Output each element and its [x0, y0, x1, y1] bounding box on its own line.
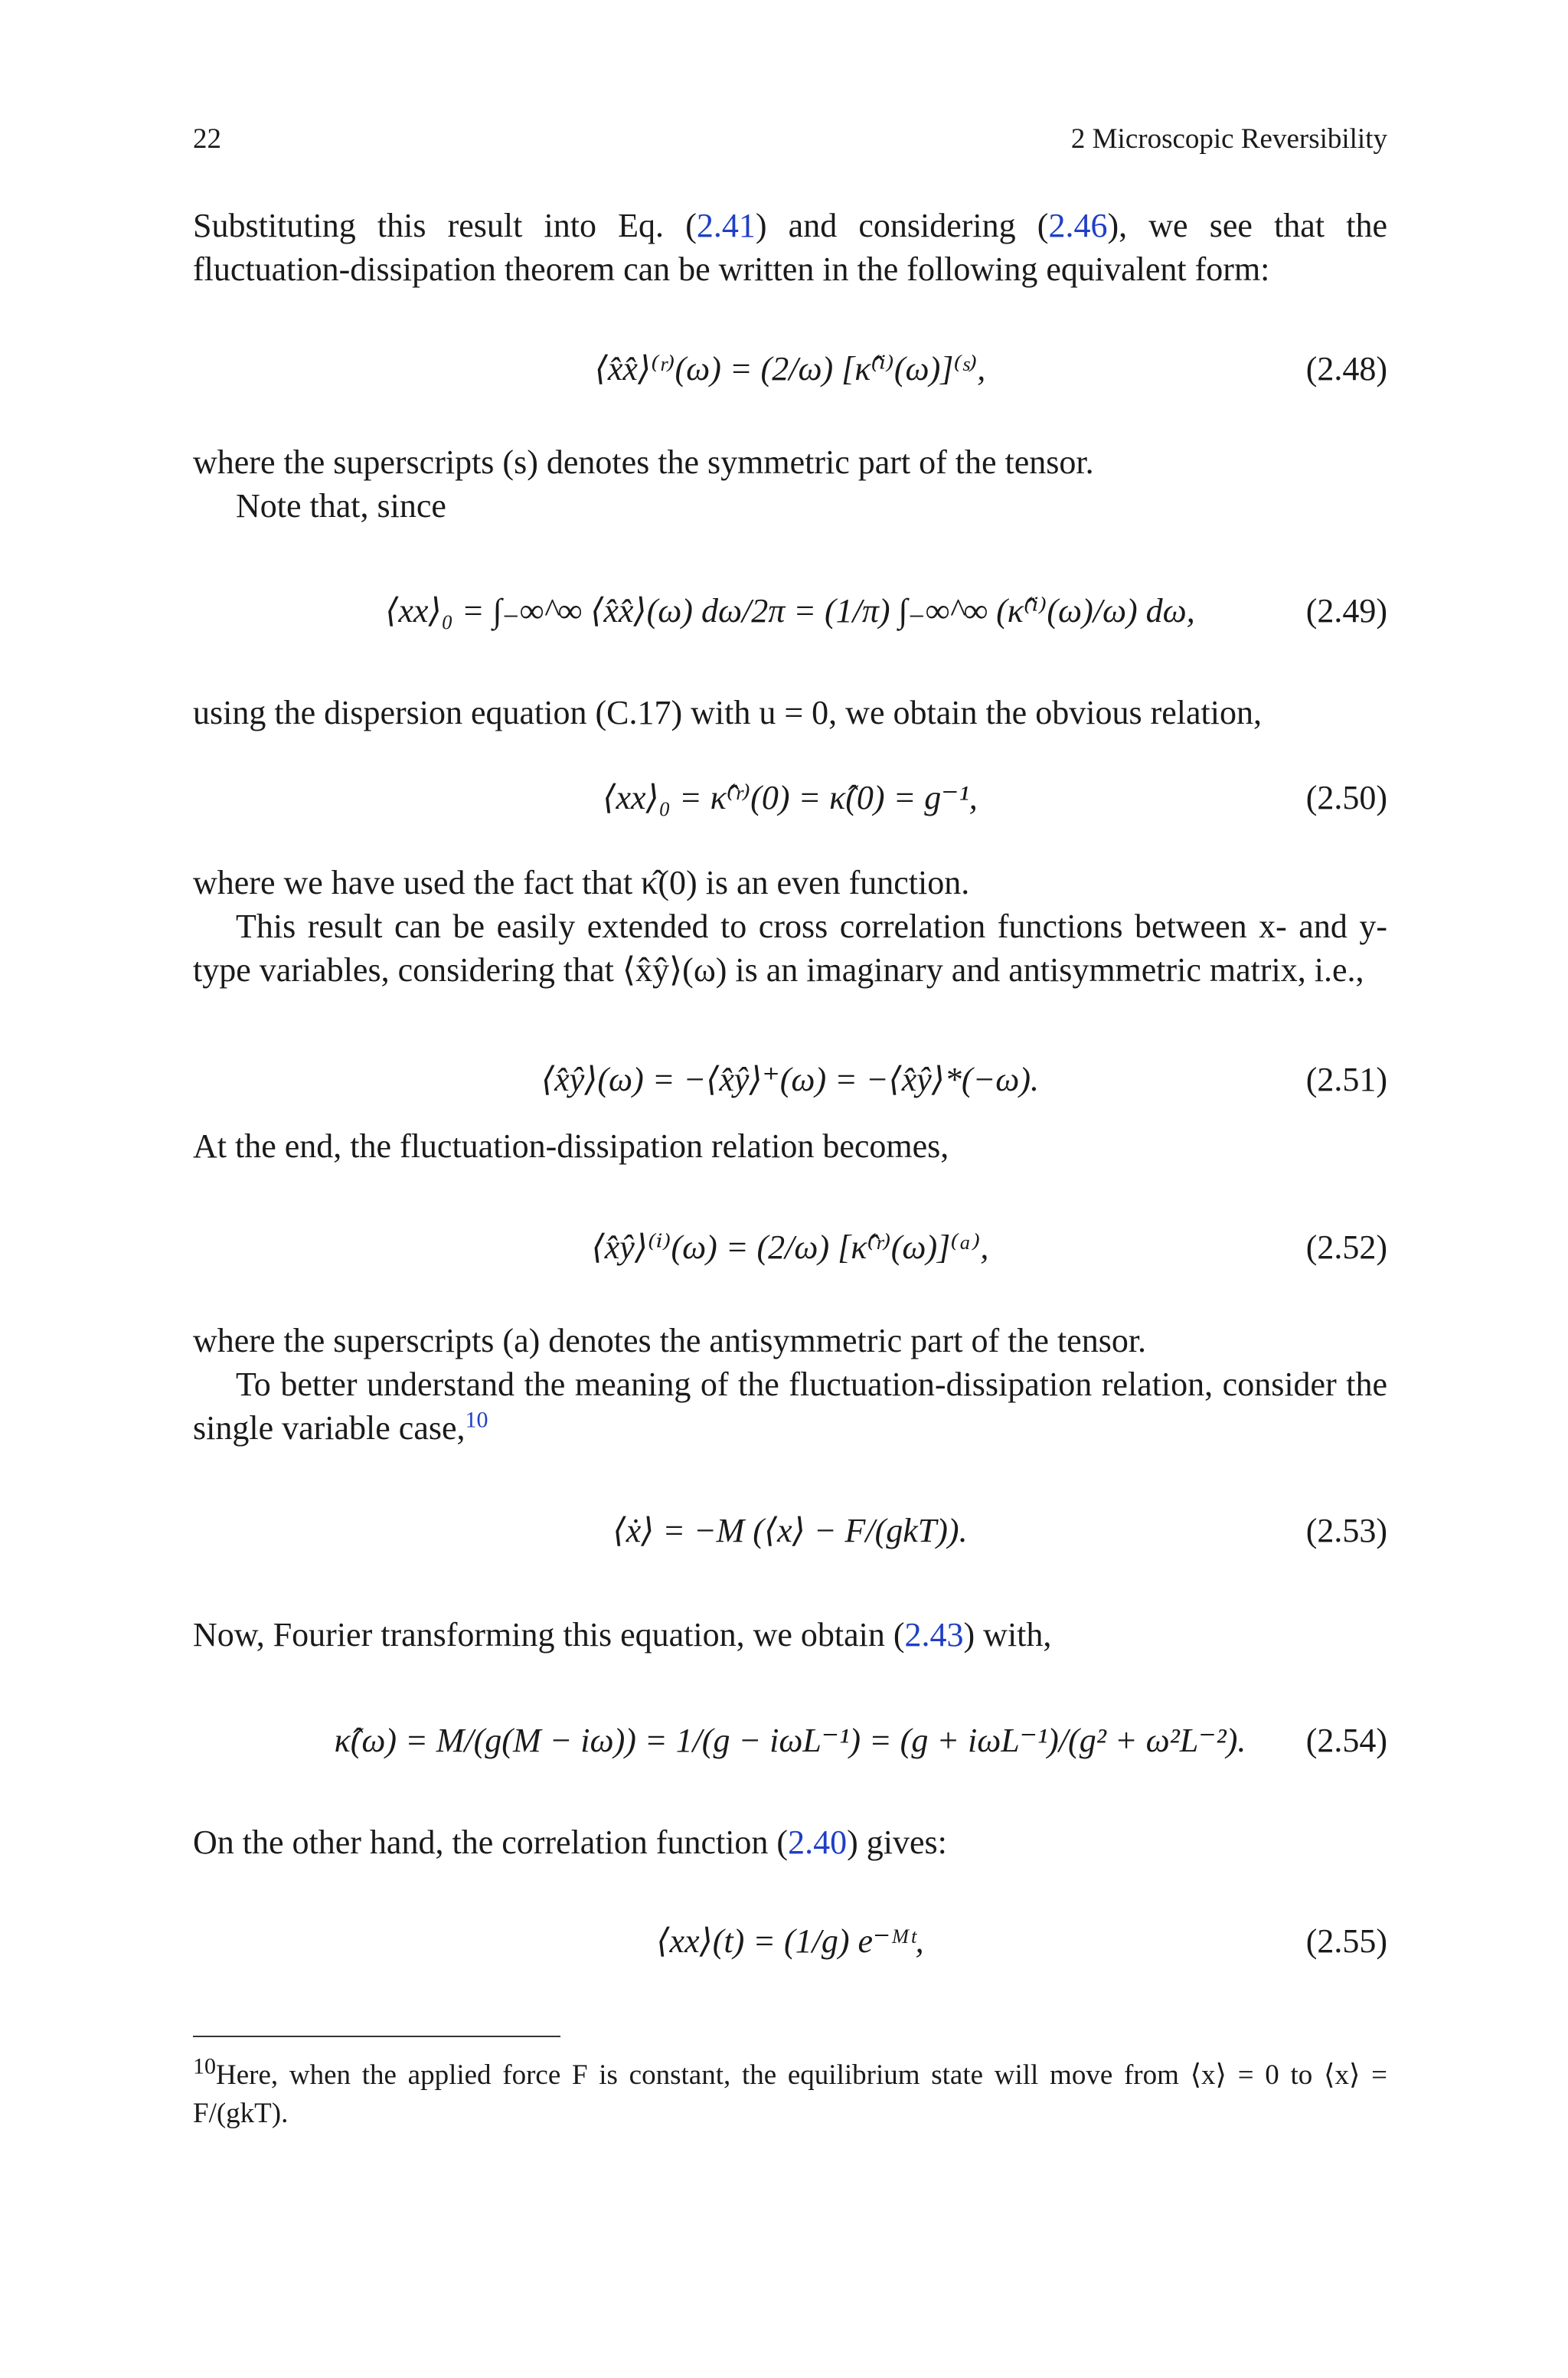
paragraph-9: To better understand the meaning of the fluctuation-dissipation relation, consider the single variable case,$^{10}$	[193, 1366, 1387, 1447]
eq-ref-2-41[interactable]: 2.41	[696, 207, 756, 244]
equation-body: κ̂(ω) = M/(g(M − iω)) = 1/(g − iωL⁻¹) = (g + iωL⁻¹)/(g² + ω²L⁻²).	[334, 1722, 1246, 1759]
paragraph-6: This result can be easily extended to cross correlation functions between x- and y-type variables, considering that ⟨x̂ŷ⟩(ω) is an imaginary and antisymmetric matrix, i.e.,	[193, 908, 1387, 989]
equation-number: (2.48)	[1305, 350, 1387, 388]
equation-body: ⟨ẋ⟩ = −M (⟨x⟩ − F/(gkT)).	[612, 1512, 968, 1549]
paragraph-2: where the superscripts (s) denotes the symmetric part of the tensor.	[193, 443, 1094, 481]
running-header	[193, 123, 1387, 161]
footnote-number: 10	[193, 2053, 216, 2079]
equation-body: ⟨x̂ŷ⟩⁽ⁱ⁾(ω) = (2/ω) [κ̂⁽ʳ⁾(ω)]⁽ᵃ⁾,	[591, 1228, 989, 1266]
paragraph-3: Note that, since	[236, 487, 446, 525]
equation-body: ⟨x̂ŷ⟩(ω) = −⟨x̂ŷ⟩⁺(ω) = −⟨x̂ŷ⟩*(−ω).	[541, 1061, 1039, 1098]
equation-number: (2.55)	[1305, 1922, 1387, 1960]
equation-number: (2.50)	[1305, 779, 1387, 816]
equation-number: (2.51)	[1305, 1061, 1387, 1098]
equation-number: (2.53)	[1305, 1512, 1387, 1549]
equation-number: (2.54)	[1305, 1722, 1387, 1759]
footnote-divider	[193, 2036, 560, 2037]
paragraph-1: Substituting this result into Eq. (2.41) and considering (2.46), we see that the fluctuation-dissipation theorem can be written in the following equivalent form:	[193, 207, 1387, 288]
footnote-10	[193, 2053, 1387, 2133]
equation-number: (2.52)	[1305, 1228, 1387, 1266]
footnote-marker-10[interactable]: 10	[465, 1407, 488, 1433]
eq-ref-2-40[interactable]: 2.40	[788, 1824, 848, 1861]
paragraph-5: where we have used the fact that κ̂(0) is an even function.	[193, 864, 970, 901]
paragraph-4: using the dispersion equation (C.17) with u = 0, we obtain the obvious relation,	[193, 694, 1262, 731]
page-number: 22	[193, 123, 221, 155]
paragraph-11: On the other hand, the correlation function (2.40) gives:	[193, 1824, 947, 1861]
chapter-title: 2 Microscopic Reversibility	[1070, 123, 1387, 155]
paragraph-8: where the superscripts (a) denotes the antisymmetric part of the tensor.	[193, 1322, 1147, 1359]
footnote-text: Here, when the applied force F is constant, the equilibrium state will move from ⟨x⟩ = 0 to ⟨x⟩ = F/(gkT).	[193, 2059, 1387, 2129]
equation-number: (2.49)	[1305, 592, 1387, 630]
eq-ref-2-46[interactable]: 2.46	[1048, 207, 1108, 244]
equation-body: ⟨xx⟩₀ = ∫₋∞^∞ ⟨x̂x̂⟩(ω) dω/2π = (1/π) ∫₋∞^∞ (κ̂⁽ⁱ⁾(ω)/ω) dω,	[385, 592, 1195, 630]
paragraph-10: Now, Fourier transforming this equation, we obtain (2.43) with,	[193, 1616, 1052, 1653]
equation-body: ⟨xx⟩(t) = (1/g) e⁻ᴹᵗ,	[656, 1922, 924, 1960]
equation-body: ⟨xx⟩₀ = κ̂⁽ʳ⁾(0) = κ̂(0) = g⁻¹,	[603, 779, 978, 816]
paragraph-7: At the end, the fluctuation-dissipation relation becomes,	[193, 1127, 949, 1165]
eq-ref-2-43[interactable]: 2.43	[904, 1616, 964, 1653]
equation-body: ⟨x̂x̂⟩⁽ʳ⁾(ω) = (2/ω) [κ̂⁽ⁱ⁾(ω)]⁽ˢ⁾,	[594, 350, 986, 388]
